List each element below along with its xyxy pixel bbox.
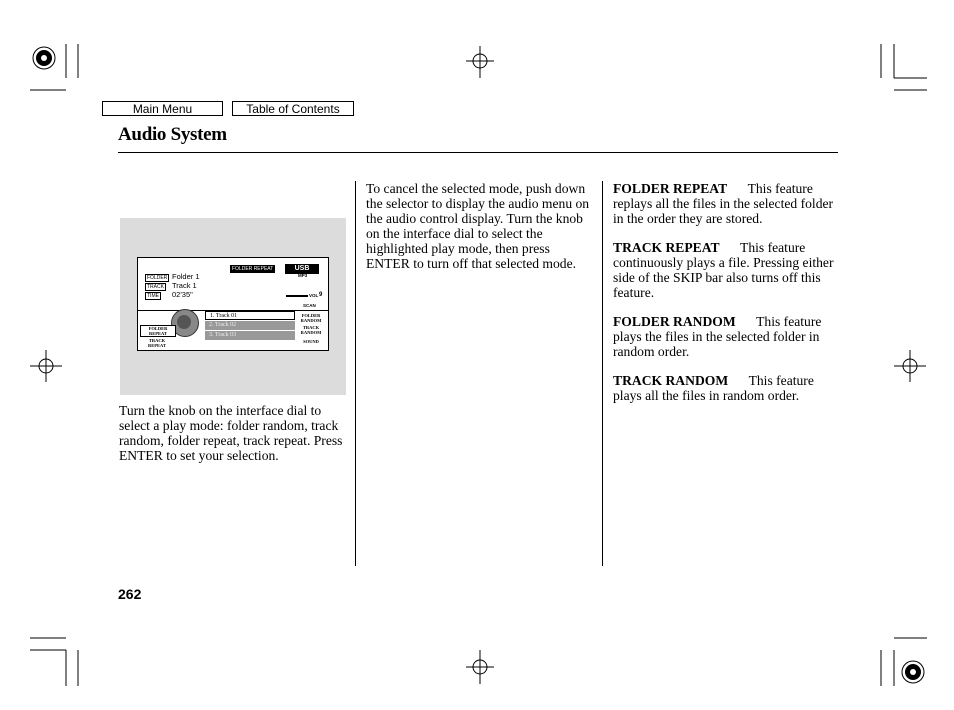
title-rule: [118, 152, 838, 153]
term-desc: This feature replays all the files in the selected folder in the order they are stored.: [613, 181, 834, 226]
volume-label: VOL: [309, 293, 319, 298]
feature-track-random: [613, 373, 843, 403]
track-item-1: 1. Track 01: [205, 311, 295, 320]
folder-random-label: FOLDER RANDOM: [300, 313, 322, 323]
term-desc: This feature continuously plays a file. Pressing either side of the SKIP bar also turns off this feature.: [613, 240, 834, 300]
track-item-2: 2. Track 02: [205, 321, 295, 330]
mode-badge: FOLDER REPEAT: [232, 266, 274, 272]
term-label: TRACK REPEAT: [613, 240, 720, 255]
time-value: 02'35": [172, 290, 193, 299]
track-item-3: 3. Track 03: [205, 331, 295, 340]
format-label: MP3: [298, 273, 308, 278]
page-title: Audio System: [118, 124, 227, 145]
table-of-contents-button[interactable]: Table of Contents: [232, 101, 354, 116]
col1-text: Turn the knob on the interface dial to select a play mode: folder random, track random, folder repeat, track repeat. Press ENTER to set your selection.: [119, 403, 343, 463]
feature-track-repeat: [613, 240, 843, 300]
column-divider-2: [602, 181, 603, 566]
track-tag: TRACK: [147, 284, 164, 290]
folder-repeat-label: FOLDER REPEAT: [140, 325, 176, 337]
feature-folder-repeat: [613, 181, 843, 226]
sound-label: SOUND: [303, 339, 319, 344]
page-number: 262: [118, 586, 142, 602]
folder-tag: FOLDER: [147, 275, 168, 281]
track-name: Track 1: [172, 281, 197, 290]
track-repeat-label: TRACK REPEAT: [148, 338, 166, 348]
scan-label: SCAN: [303, 303, 316, 308]
main-menu-button[interactable]: Main Menu: [102, 101, 223, 116]
term-desc: This feature plays the files in the selected folder in random order.: [613, 314, 822, 359]
column-divider-1: [355, 181, 356, 566]
col2-text: To cancel the selected mode, push down the selector to display the audio menu on the audio control display. Turn the knob on the interface dial to select the highlighted play mode, then press ENTER to turn off that selected mode.: [366, 181, 590, 271]
term-desc: This feature plays all the files in random order.: [613, 373, 814, 403]
time-tag: TIME: [147, 293, 159, 299]
term-label: FOLDER RANDOM: [613, 314, 736, 329]
knob-center: [177, 315, 191, 329]
volume-bar: [286, 295, 308, 297]
source-badge: USB: [285, 264, 319, 274]
volume-value: 9: [319, 292, 323, 298]
feature-folder-random: [613, 314, 843, 359]
track-random-label: TRACK RANDOM: [300, 325, 322, 335]
folder-name: Folder 1: [172, 272, 200, 281]
term-label: FOLDER REPEAT: [613, 181, 728, 196]
term-label: TRACK RANDOM: [613, 373, 729, 388]
